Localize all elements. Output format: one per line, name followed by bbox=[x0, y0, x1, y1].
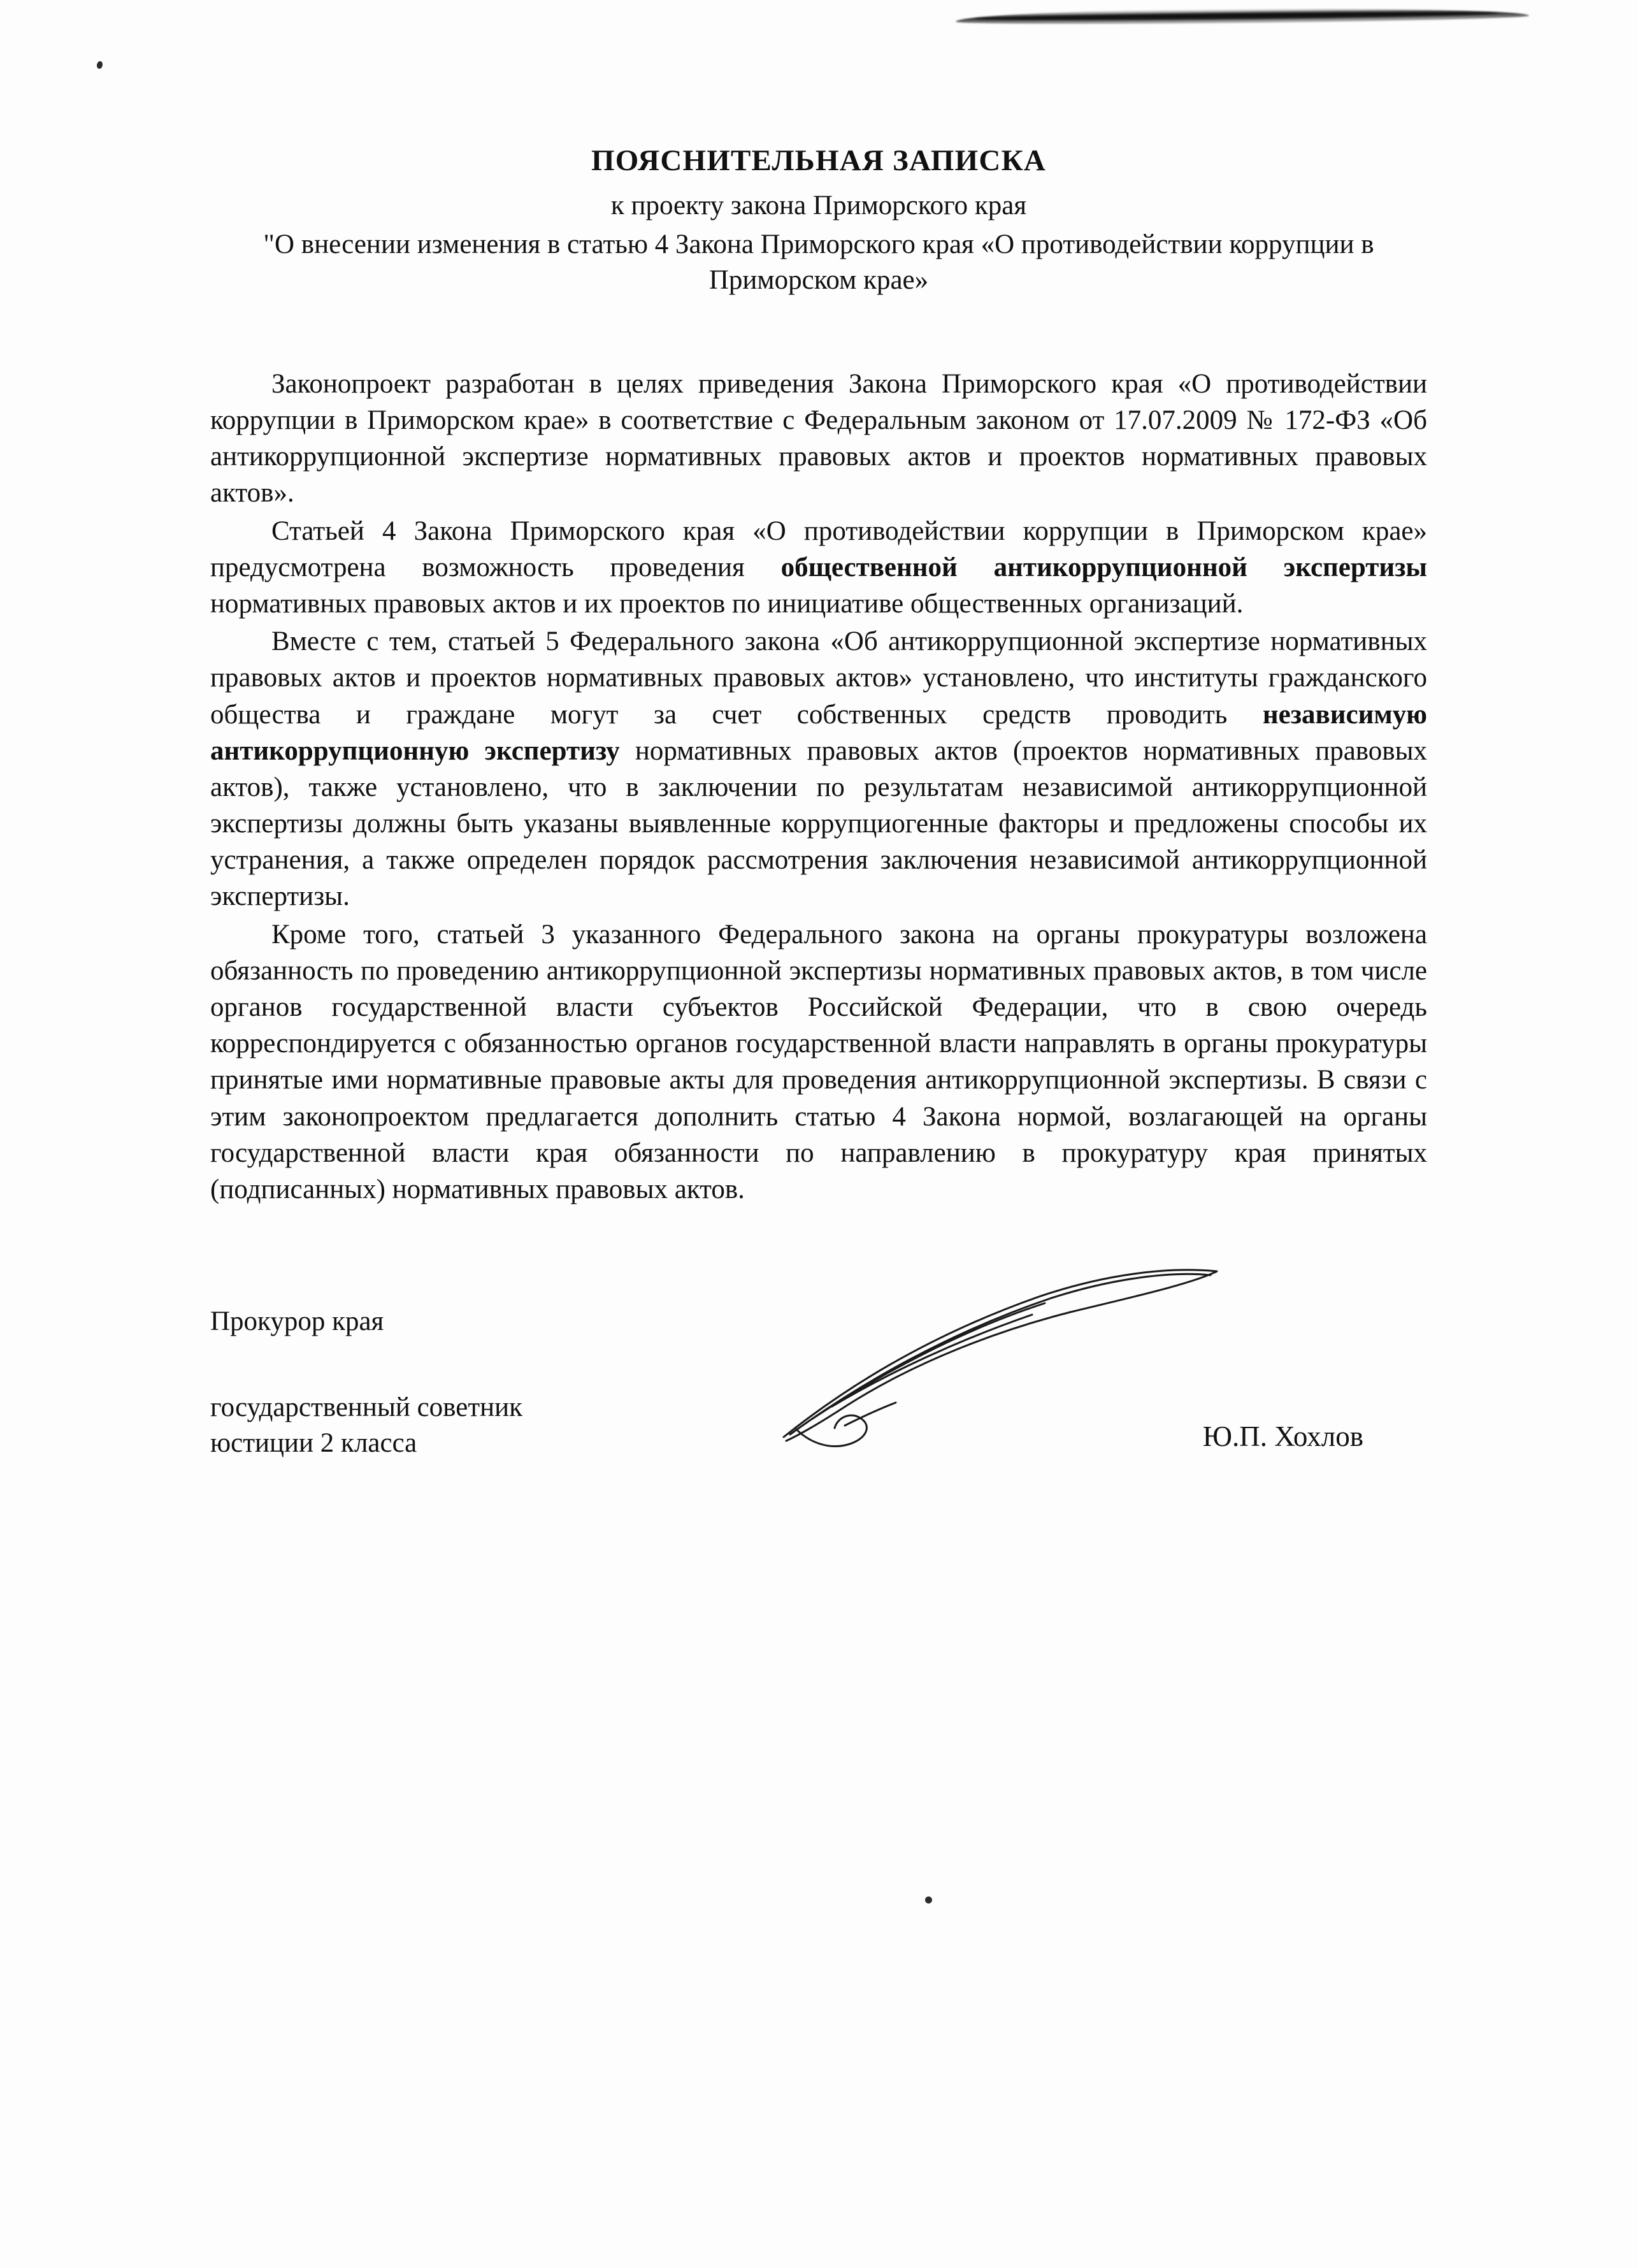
paragraph-4: Кроме того, статьей 3 указанного Федерального закона на органы прокуратуры возложена обязанность по проведению антикоррупционной экспертизы нормативных правовых актов, в том числе органов государственной власти субъектов Российской Федерации, что в свою очередь корреспондируется с обязанностью органов государственной власти направлять в органы прокуратуры принятые ими нормативные правовые акты для проведения антикоррупционной экспертизы. В связи с этим законопроектом предлагается дополнить статью 4 Закона нормой, возлагающей на органы государственной власти края обязанности по направлению в прокуратуру края принятых (подписанных) нормативных правовых актов. bbox=[210, 919, 1427, 1204]
scan-speck bbox=[96, 61, 103, 69]
paragraph-3-part-a: Вместе с тем, статьей 5 Федерального закона «Об антикоррупционной экспертизе нормативных правовых актов и проектов нормативных правовых актов» установлено, что институты гражданского общества и граждане могут за счет собственных средств проводить bbox=[210, 626, 1427, 730]
signatory-name: Ю.П. Хохлов bbox=[1202, 1420, 1363, 1453]
document-subtitle-line-2: "О внесении изменения в статью 4 Закона Приморского края «О противодействии коррупции в Приморском крае» bbox=[263, 229, 1374, 295]
signature-block bbox=[210, 1303, 1427, 1461]
paragraph-1: Законопроект разработан в целях приведения Закона Приморского края «О противодействии коррупции в Приморском крае» в соответствие с Федеральным законом от 17.07.2009 № 172-ФЗ «Об антикоррупционной экспертизе нормативных правовых актов и проектов нормативных правовых актов». bbox=[210, 368, 1427, 509]
document-subtitle-line-1: к проекту закона Приморского края bbox=[610, 191, 1027, 220]
signatory-rank-line-1: государственный советник bbox=[210, 1392, 523, 1423]
scan-speck bbox=[925, 1896, 932, 1903]
signatory-rank-line-2: юстиции 2 класса bbox=[210, 1428, 417, 1459]
paragraph-2-emphasis: общественной антикоррупционной экспертизы bbox=[780, 552, 1427, 582]
paragraph-2-part-c: нормативных правовых актов и их проектов по инициативе общественных организаций. bbox=[210, 588, 1244, 619]
paragraph-3-emphasis: независимую антикоррупционную экспертизу bbox=[210, 699, 1427, 766]
document-content bbox=[210, 143, 1427, 1461]
paragraph-2 bbox=[210, 513, 1427, 623]
signatory-role: Прокурор края bbox=[210, 1306, 384, 1337]
document-title: ПОЯСНИТЕЛЬНАЯ ЗАПИСКА bbox=[591, 144, 1046, 177]
paragraph-2-part-a: Статьей 4 Закона Приморского края «О противодействии коррупции в Приморском крае» предусмотрена возможность проведения bbox=[210, 516, 1427, 582]
paragraph-3 bbox=[210, 623, 1427, 915]
scan-artifact-smudge bbox=[956, 6, 1529, 25]
paragraph-3-part-c: нормативных правовых актов (проектов нормативных правовых актов), также установлено, что в заключении по результатам независимой антикоррупционной экспертизы должны быть указаны выявленные коррупциогенные факторы и предложены способы их устранения, а также определен порядок рассмотрения заключения независимой антикоррупционной экспертизы. bbox=[210, 735, 1427, 912]
document-body bbox=[210, 366, 1427, 1208]
